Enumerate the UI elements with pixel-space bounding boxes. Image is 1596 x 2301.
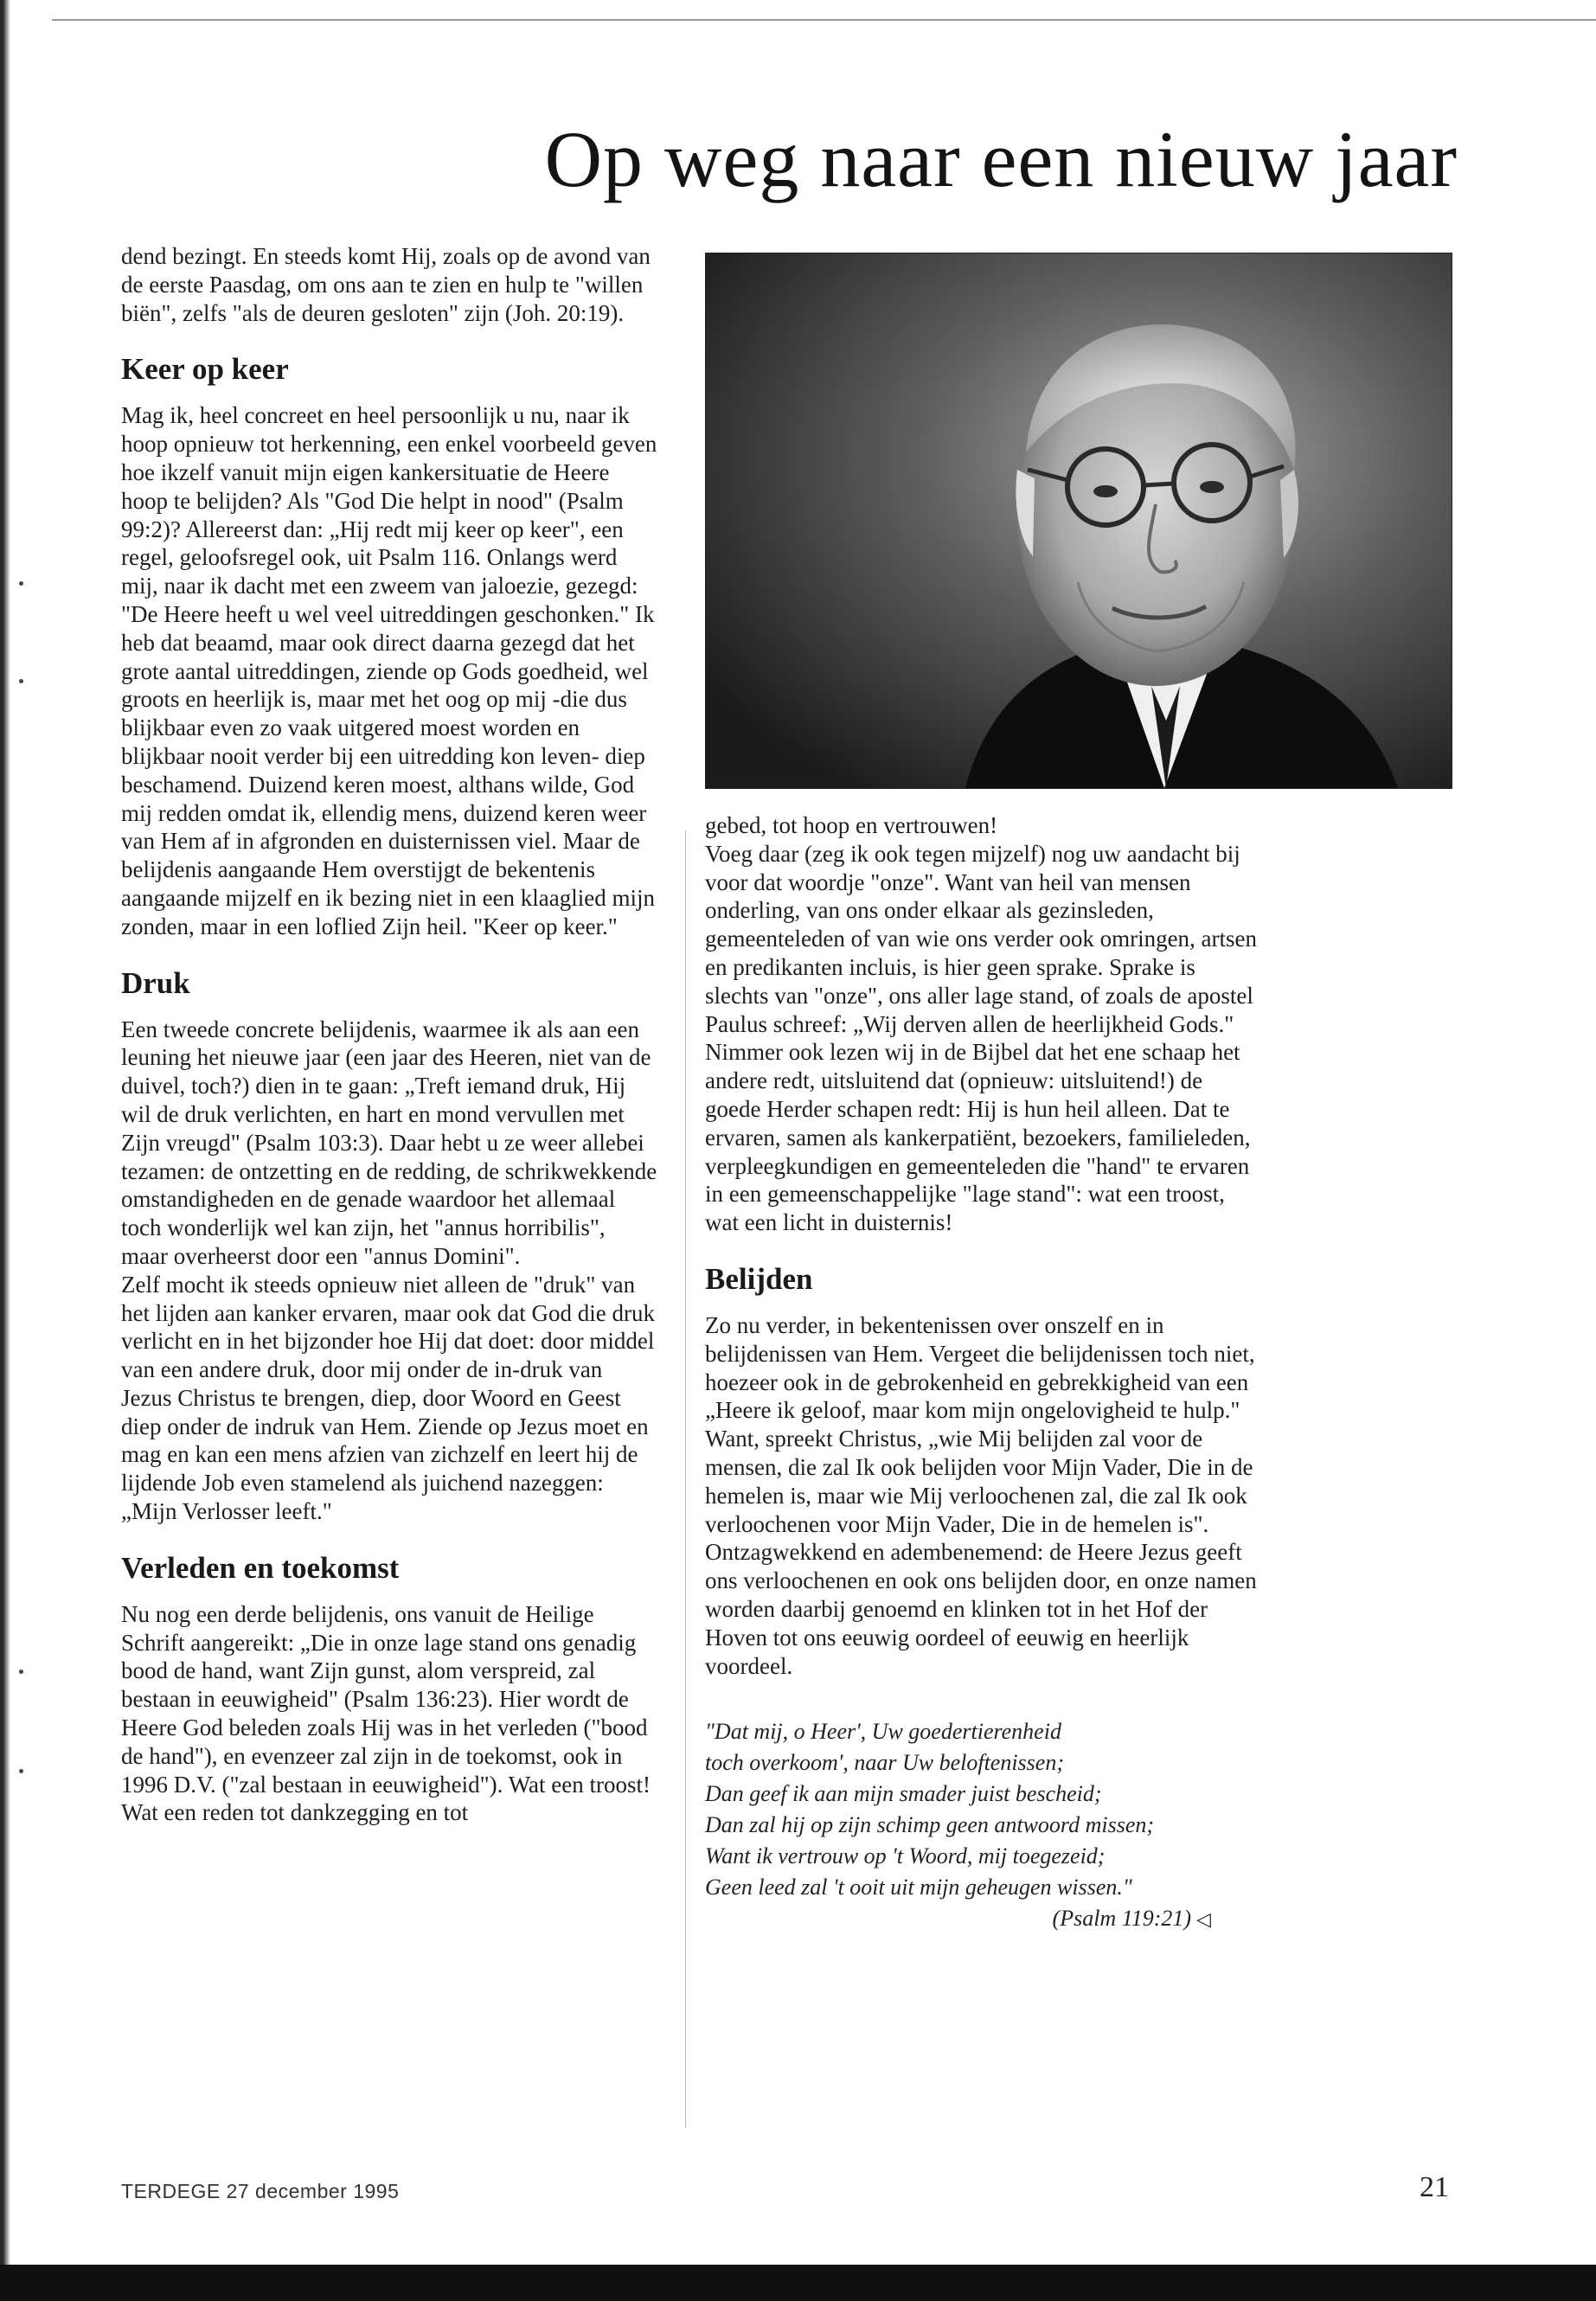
- page-number: 21: [1420, 2171, 1449, 2203]
- psalm-line: toch overkoom', naar Uw beloftenissen;: [705, 1750, 1064, 1776]
- section-keer-op-keer-paragraph: Mag ik, heel concreet en heel persoonlijk u nu, naar ik hoop opnieuw tot herkenning, een enkel voorbeeld geven hoe ikzelf vanuit mijn eigen kankersituatie de Heere hoop te belijden? Als "God Die helpt in nood" (Psalm 99:2)? Allereerst dan: „Hij redt mij keer op keer", een regel, geloofsregel ook, uit Psalm 116. Onlangs werd mij, naar ik dacht met een zweem van jaloezie, gezegd: "De Heere heeft u wel veel uitreddingen geschonken." Ik heb dat beaamd, maar ook direct daarna gezegd dat het grote aantal uitreddingen, ziende op Gods goedheid, wel groots en heerlijk is, maar met het oog op mij -die dus blijkbaar even zo vaak uitgered moest worden en blijkbaar nooit verder bij een uitredding kon leven- diep beschamend. Duizend keren moest, althans wilde, God mij redden omdat ik, ellendig mens, duizend keren weer van Hem af in afgronden en duisternissen viel. Maar de belijdenis aangaande Hem overstijgt de bekentenis aangaande mijzelf en ik bezing niet in een klaaglied mijn zonden, maar in een loflied Zijn heil. "Keer op keer.": [121, 402, 657, 939]
- psalm-quote: [705, 1716, 1263, 1935]
- portrait-photo: [705, 253, 1452, 789]
- scan-speck: [19, 1769, 23, 1773]
- psalm-line: Dan geef ik aan mijn smader juist bescheid;: [705, 1781, 1102, 1807]
- column-divider: [685, 830, 686, 2128]
- scan-speck: [19, 581, 23, 586]
- psalm-line: "Dat mij, o Heer', Uw goedertierenheid: [705, 1719, 1061, 1745]
- scan-speck: [19, 1670, 23, 1674]
- right-intro-paragraph: gebed, tot hoop en vertrouwen!: [705, 812, 998, 838]
- psalm-reference: (Psalm 119:21): [1052, 1906, 1192, 1932]
- footer-publication: TERDEGE 27 december 1995: [121, 2180, 400, 2202]
- psalm-line: Geen leed zal 't ooit uit mijn geheugen wissen.": [705, 1875, 1132, 1900]
- portrait-illustration: [706, 253, 1452, 788]
- psalm-line: Want ik vertrouw op 't Woord, mij toegezeid;: [705, 1843, 1106, 1869]
- scan-bottom-edge: [0, 2265, 1596, 2301]
- section-onze-paragraph: Voeg daar (zeg ik ook tegen mijzelf) nog uw aandacht bij voor dat woordje "onze". Want van heil van mensen onderling, van ons onder elkaar als gezinsleden, gemeenteleden of van wie ons verder ook omringen, artsen en predikanten incluis, is hier geen sprake. Sprake is slechts van "onze", ons aller lage stand, of zoals de apostel Paulus schreef: „Wij derven allen de heerlijkheid Gods." Nimmer ook lezen wij in de Bijbel dat het ene schaap het andere redt, uitsluitend dat (opnieuw: uitsluitend!) de goede Herder schapen redt: Hij is hun heil alleen. Dat te ervaren, samen als kankerpatiënt, bezoekers, familieleden, verpleegkundigen en gemeenteleden die "hand" te ervaren in een gemeenschappelijke "lage stand": wat een troost, wat een licht in duisternis!: [705, 840, 1258, 1236]
- scan-speck: [19, 679, 23, 683]
- psalm-reference-line: [705, 1903, 1263, 1935]
- section-verleden-paragraph: Nu nog een derde belijdenis, ons vanuit de Heilige Schrift aangereikt: „Die in onze lage stand ons genadig bood de hand, want Zijn gunst, alom verspreid, zal bestaan in eeuwigheid" (Psalm 136:23). Hier wordt de Heere God beleden zoals Hij was in het verleden ("bood de hand"), en evenzeer zal zijn in de toekomst, ook in 1996 D.V. ("zal bestaan in eeuwigheid"). Wat een troost! Wat een reden tot dankzegging en tot: [121, 1600, 651, 1826]
- heading-verleden-en-toekomst: Verleden en toekomst: [121, 1550, 400, 1585]
- left-column: [121, 242, 657, 2137]
- heading-keer-op-keer: Keer op keer: [121, 352, 289, 387]
- left-intro-paragraph: dend bezingt. En steeds komt Hij, zoals op de avond van de eerste Paasdag, om ons aan te zien en hulp te "willen biën", zelfs "als de deuren gesloten" zijn (Joh. 20:19).: [121, 243, 651, 326]
- end-mark-icon: ◁: [1196, 1908, 1211, 1931]
- right-column: [705, 811, 1263, 2100]
- psalm-line: Dan zal hij op zijn schimp geen antwoord missen;: [705, 1812, 1155, 1838]
- top-rule: [52, 19, 1596, 21]
- scan-edge: [0, 0, 10, 2301]
- heading-druk: Druk: [121, 965, 190, 1000]
- section-belijden-paragraph: Zo nu verder, in bekentenissen over onszelf en in belijdenissen van Hem. Vergeet die belijdenissen toch niet, hoezeer ook in de gebrokenheid en gebrekkigheid van een „Heere ik geloof, maar kom mijn ongelovigheid te hulp." Want, spreekt Christus, „wie Mij belijden zal voor de mensen, die zal Ik ook belijden voor Mijn Vader, Die in de hemelen is, maar wie Mij verloochenen zal, die zal Ik ook verloochenen voor Mijn Vader, Die in de hemelen is". Ontzagwekkend en adembenemend: de Heere Jezus geeft ons verloochenen en ook ons belijden door, en onze namen worden daarbij genoemd en klinken tot in het Hof der Hoven tot ons eeuwig oordeel of eeuwig en heerlijk voordeel.: [705, 1311, 1257, 1679]
- section-druk-paragraph-2: Zelf mocht ik steeds opnieuw niet alleen de "druk" van het lijden aan kanker ervaren, maar ook dat God die druk verlicht en in het bijzonder hoe Hij dat doet: door middel van een andere druk, door mij onder de in-druk van Jezus Christus te brengen, diep, door Woord en Geest diep onder de indruk van Hem. Ziende op Jezus moet en mag en kan een mens afzien van zichzelf en leert hij de lijdende Job even stamelend als juichend nazeggen: „Mijn Verlosser leeft.": [121, 1271, 656, 1525]
- page-title: Op weg naar een nieuw jaar: [544, 115, 1458, 203]
- section-druk-paragraph-1: Een tweede concrete belijdenis, waarmee ik als aan een leuning het nieuwe jaar (een jaar des Heeren, niet van de duivel, toch?) dien in te gaan: „Treft iemand druk, Hij wil de druk verlichten, en hart en mond vervullen met Zijn vreugd" (Psalm 103:3). Daar hebt u ze weer allebei tezamen: de ontzetting en de redding, de schrikwekkende omstandigheden en de genade waardoor het allemaal toch wonderlijk wel kan zijn, het "annus horribilis", maar overheerst door een "annus Domini".: [121, 1016, 657, 1269]
- heading-belijden: Belijden: [705, 1261, 813, 1296]
